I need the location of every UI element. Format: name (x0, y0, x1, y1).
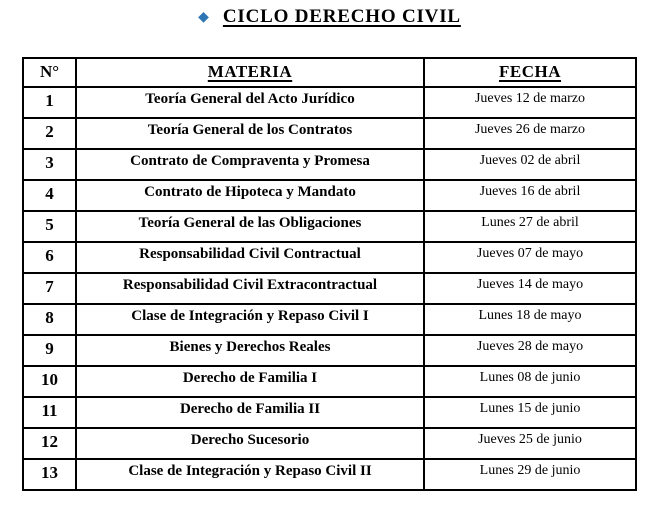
row-materia-cell: Derecho Sucesorio (76, 428, 424, 459)
column-header-numero: N° (23, 58, 76, 87)
row-number-cell: 5 (23, 211, 76, 242)
row-number-cell: 12 (23, 428, 76, 459)
row-number-cell: 7 (23, 273, 76, 304)
row-materia-cell: Teoría General de las Obligaciones (76, 211, 424, 242)
row-fecha-cell: Lunes 18 de mayo (424, 304, 636, 335)
row-fecha-cell: Jueves 07 de mayo (424, 242, 636, 273)
table-row (23, 87, 636, 118)
diamond-bullet-icon: ◆ (198, 10, 209, 25)
row-materia-cell: Teoría General de los Contratos (76, 118, 424, 149)
table-row (23, 304, 636, 335)
table-row (23, 242, 636, 273)
row-number-cell: 2 (23, 118, 76, 149)
row-fecha-cell: Jueves 02 de abril (424, 149, 636, 180)
column-header-materia: MATERIA (76, 58, 424, 87)
row-materia-cell: Clase de Integración y Repaso Civil I (76, 304, 424, 335)
row-fecha-cell: Jueves 26 de marzo (424, 118, 636, 149)
row-materia-cell: Bienes y Derechos Reales (76, 335, 424, 366)
table-row (23, 273, 636, 304)
table-row (23, 459, 636, 490)
row-materia-cell: Clase de Integración y Repaso Civil II (76, 459, 424, 490)
table-header-row (23, 58, 636, 87)
row-fecha-cell: Lunes 29 de junio (424, 459, 636, 490)
row-materia-cell: Contrato de Compraventa y Promesa (76, 149, 424, 180)
table-row (23, 428, 636, 459)
row-fecha-cell: Jueves 12 de marzo (424, 87, 636, 118)
table-row (23, 397, 636, 428)
row-fecha-cell: Jueves 28 de mayo (424, 335, 636, 366)
table-row (23, 366, 636, 397)
row-materia-cell: Responsabilidad Civil Extracontractual (76, 273, 424, 304)
column-header-fecha: FECHA (424, 58, 636, 87)
row-number-cell: 13 (23, 459, 76, 490)
row-fecha-cell: Lunes 15 de junio (424, 397, 636, 428)
row-fecha-cell: Lunes 08 de junio (424, 366, 636, 397)
table-body (23, 87, 636, 490)
row-number-cell: 9 (23, 335, 76, 366)
row-materia-cell: Responsabilidad Civil Contractual (76, 242, 424, 273)
row-number-cell: 11 (23, 397, 76, 428)
row-number-cell: 1 (23, 87, 76, 118)
row-number-cell: 6 (23, 242, 76, 273)
row-fecha-cell: Jueves 25 de junio (424, 428, 636, 459)
table-row (23, 180, 636, 211)
table-row (23, 118, 636, 149)
page-title: CICLO DERECHO CIVIL (222, 6, 461, 27)
row-materia-cell: Contrato de Hipoteca y Mandato (76, 180, 424, 211)
row-fecha-cell: Jueves 16 de abril (424, 180, 636, 211)
table-row (23, 211, 636, 242)
row-number-cell: 4 (23, 180, 76, 211)
row-fecha-cell: Lunes 27 de abril (424, 211, 636, 242)
row-materia-cell: Teoría General del Acto Jurídico (76, 87, 424, 118)
table-row (23, 335, 636, 366)
row-number-cell: 10 (23, 366, 76, 397)
row-number-cell: 8 (23, 304, 76, 335)
row-fecha-cell: Jueves 14 de mayo (424, 273, 636, 304)
title-row (0, 6, 659, 28)
row-materia-cell: Derecho de Familia II (76, 397, 424, 428)
schedule-table (22, 57, 637, 491)
row-number-cell: 3 (23, 149, 76, 180)
table-row (23, 149, 636, 180)
row-materia-cell: Derecho de Familia I (76, 366, 424, 397)
